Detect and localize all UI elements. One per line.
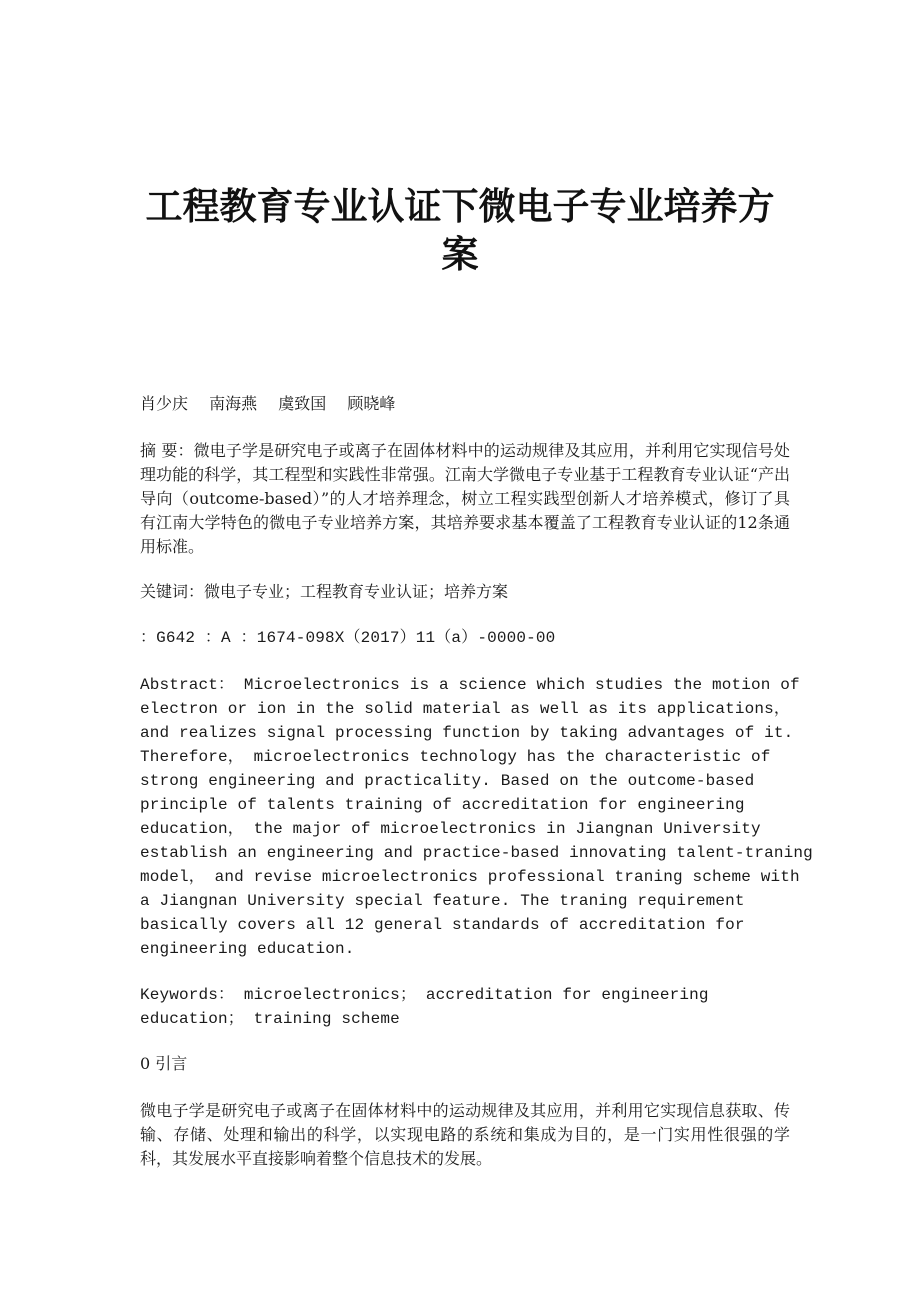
author-name: 虞致国 xyxy=(278,394,327,413)
abstract-label: 摘 要： xyxy=(140,441,194,460)
english-abstract xyxy=(140,673,813,961)
chinese-abstract xyxy=(140,439,790,559)
abstract-line: basically covers all 12 general standards of accreditation for xyxy=(140,916,745,934)
section-heading: 0 引言 xyxy=(140,1054,188,1073)
keywords-line: education； training scheme xyxy=(140,1010,400,1028)
abstract-line: principle of talents training of accreditation for engineering xyxy=(140,796,745,814)
document-title: 工程教育专业认证下微电子专业培养方案 xyxy=(145,184,775,276)
abstract-line: education， the major of microelectronics in Jiangnan University xyxy=(140,820,761,838)
abstract-line: establish an engineering and practice-based innovating talent-traning xyxy=(140,844,813,862)
author-list xyxy=(140,392,790,416)
author-name: 顾晓峰 xyxy=(347,394,396,413)
abstract-line: a Jiangnan University special feature. The traning requirement xyxy=(140,892,745,910)
intro-paragraph: 微电子学是研究电子或离子在固体材料中的运动规律及其应用，并利用它实现信息获取、传输、存储、处理和输出的科学，以实现电路的系统和集成为目的，是一门实用性很强的学科，其发展水平直接影响着整个信息技术的发展。 xyxy=(140,1101,790,1168)
author-name: 肖少庆 xyxy=(140,394,189,413)
keywords-line: Keywords： microelectronics； accreditation for engineering xyxy=(140,986,709,1004)
abstract-line: model， and revise microelectronics professional traning scheme with xyxy=(140,868,800,886)
english-keywords xyxy=(140,983,790,1031)
abstract-line: engineering education. xyxy=(140,940,355,958)
classification-line: ：G642 ：A ：1674-098X（2017）11（a）-0000-00 xyxy=(140,629,556,647)
abstract-line: and realizes signal processing function by taking advantages of it. xyxy=(140,724,794,742)
abstract-line: Abstract： Microelectronics is a science which studies the motion of xyxy=(140,676,800,694)
abstract-line: Therefore， microelectronics technology has the characteristic of xyxy=(140,748,771,766)
keywords-label: 关键词： xyxy=(140,582,205,601)
keywords-text: 微电子专业；工程教育专业认证；培养方案 xyxy=(204,582,509,601)
abstract-text: 微电子学是研究电子或离子在固体材料中的运动规律及其应用，并利用它实现信号处理功能的科学，其工程型和实践性非常强。江南大学微电子专业基于工程教育专业认证“产出导向（outcome-based）”的人才培养理念，树立工程实践型创新人才培养模式，修订了具有江南大学特色的微电子专业培养方案，其培养要求基本覆盖了工程教育专业认证的12条通用标准。 xyxy=(140,441,790,556)
abstract-line: electron or ion in the solid material as well as its applications， xyxy=(140,700,791,718)
chinese-keywords xyxy=(140,580,790,604)
author-name: 南海燕 xyxy=(209,394,258,413)
abstract-line: strong engineering and practicality. Based on the outcome-based xyxy=(140,772,755,790)
